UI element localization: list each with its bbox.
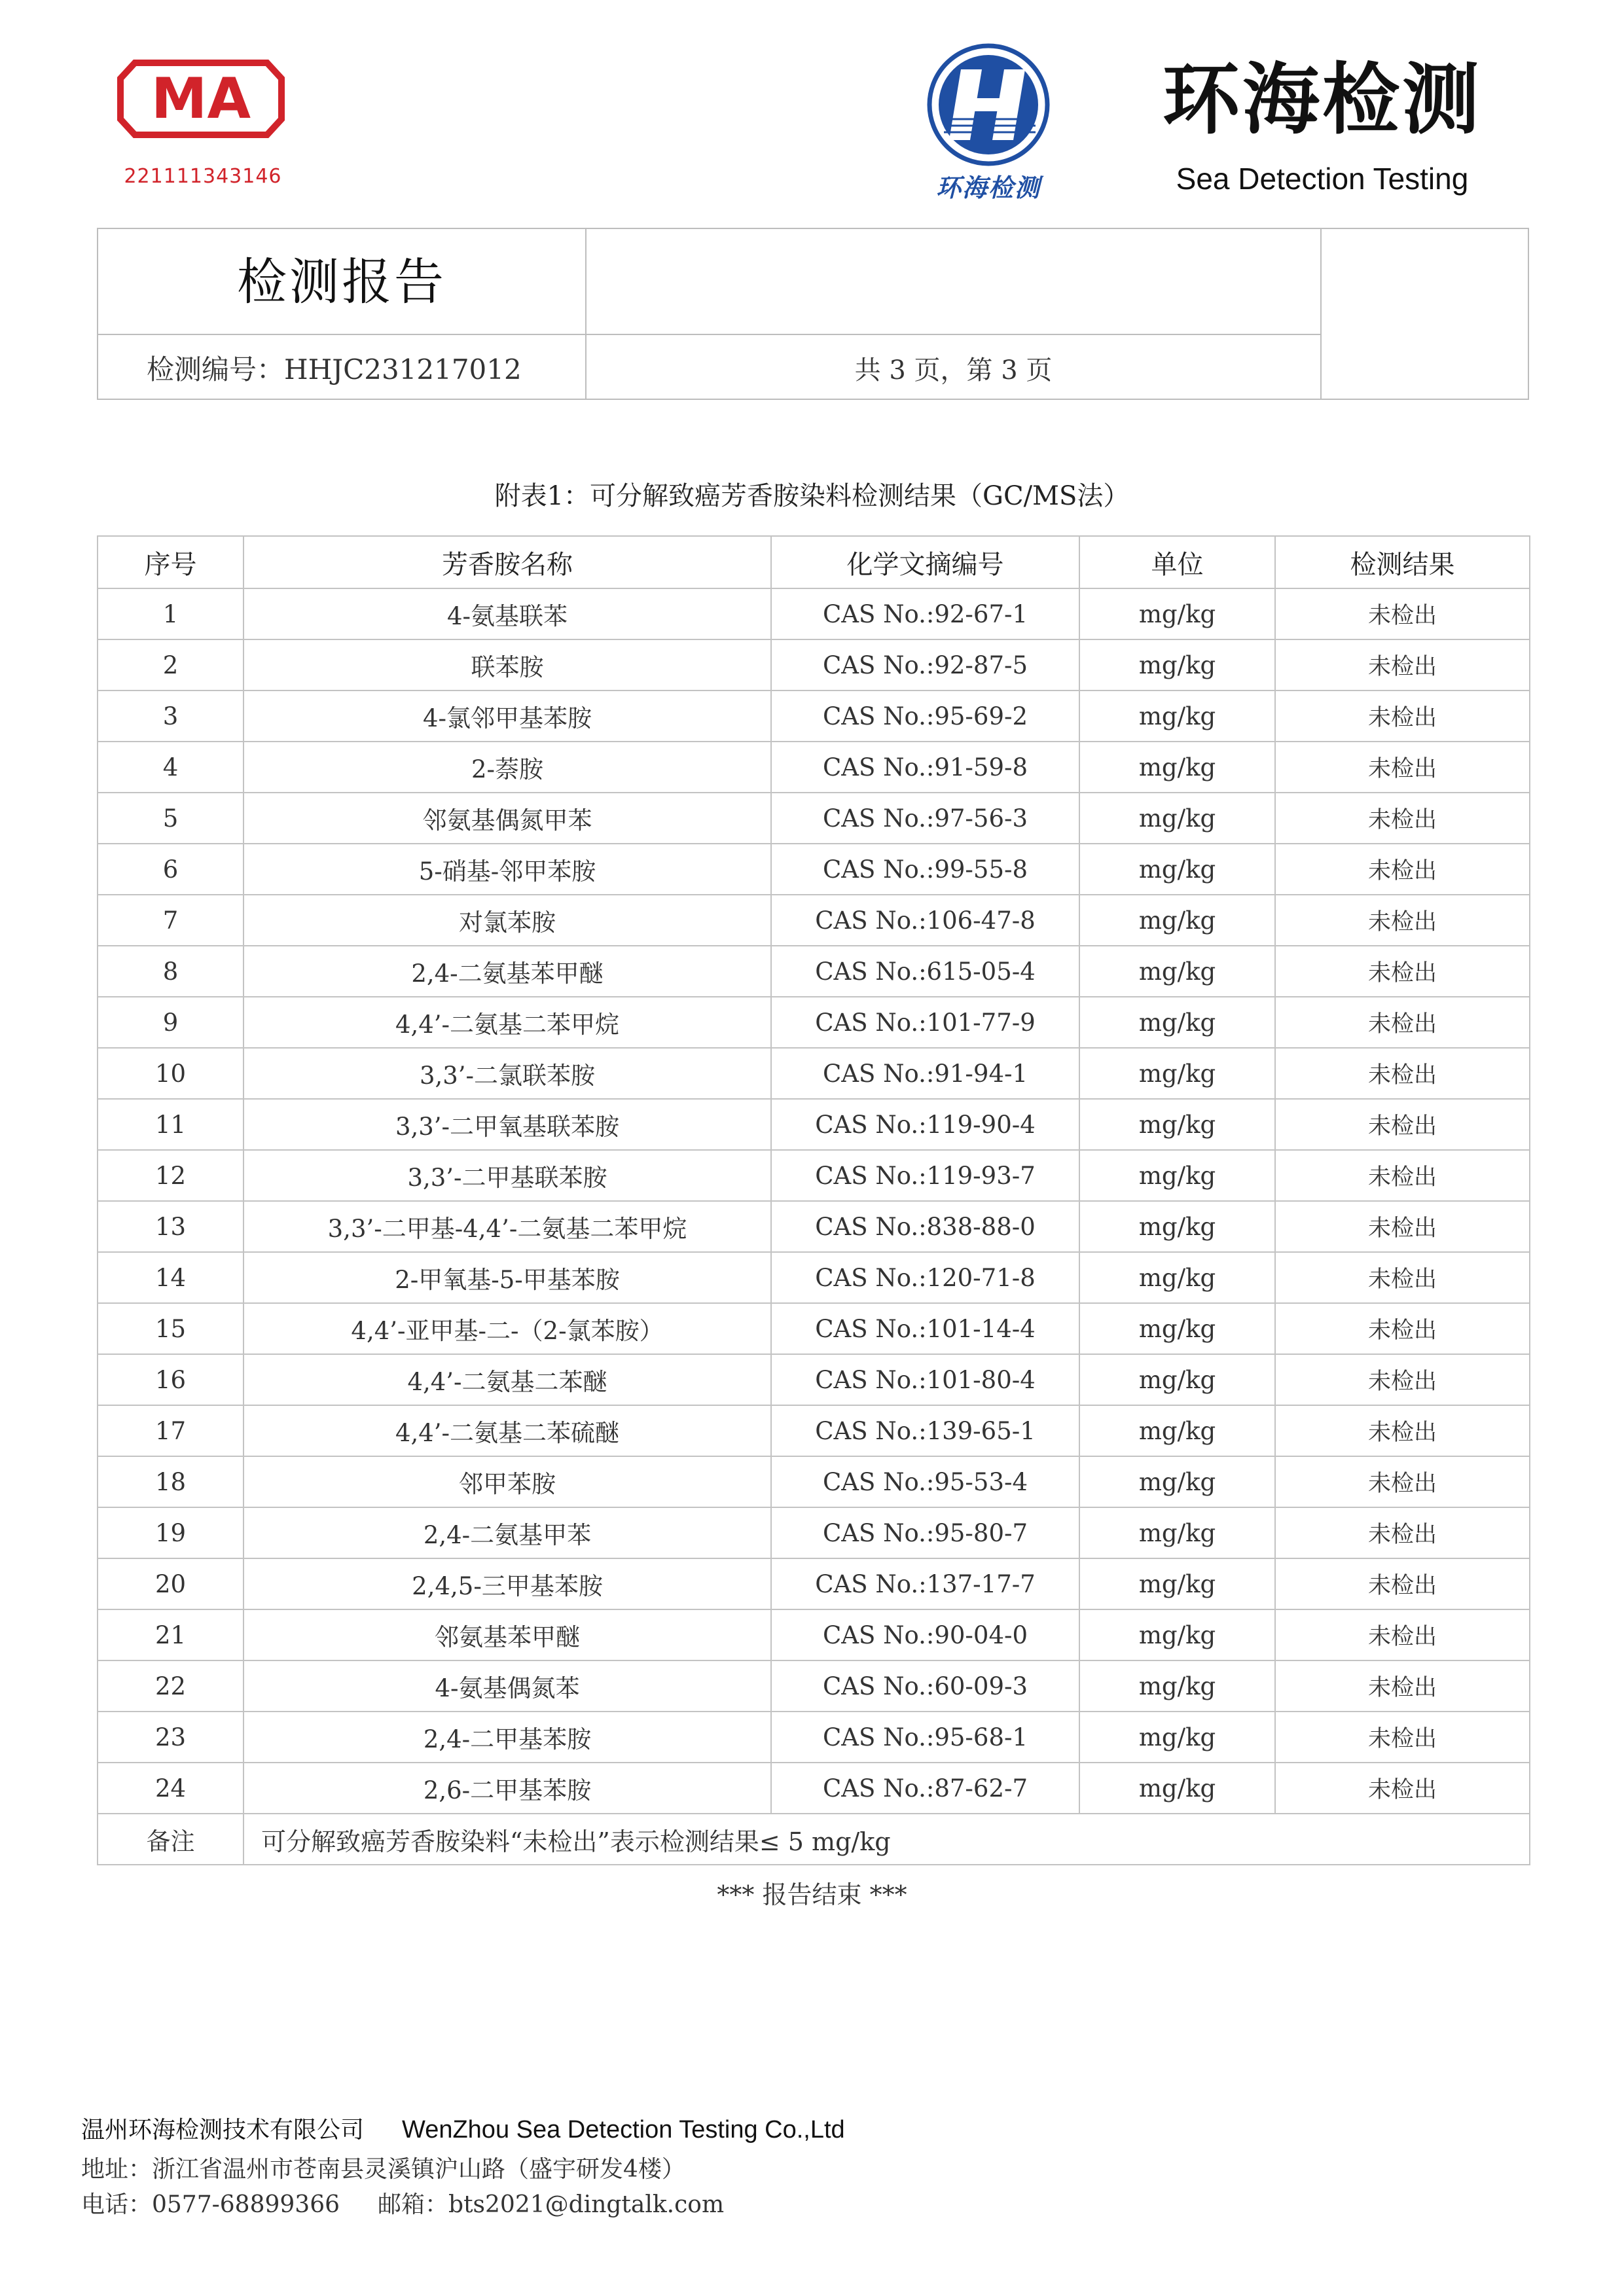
cas-number: CAS No.:95-53-4 bbox=[771, 1456, 1079, 1507]
unit: mg/kg bbox=[1079, 742, 1275, 793]
note-label: 备注 bbox=[98, 1814, 244, 1865]
table-row bbox=[98, 793, 1530, 844]
footer-contact bbox=[81, 2186, 724, 2219]
cma-logo bbox=[115, 58, 287, 140]
amine-name: 邻氨基苯甲醚 bbox=[244, 1609, 771, 1660]
row-number: 19 bbox=[98, 1507, 244, 1558]
page-info: 共 3 页，第 3 页 bbox=[854, 355, 1053, 386]
cas-number: CAS No.:615-05-4 bbox=[771, 946, 1079, 997]
table-row bbox=[98, 1099, 1530, 1150]
row-number: 24 bbox=[98, 1763, 244, 1814]
cas-number: CAS No.:101-80-4 bbox=[771, 1354, 1079, 1405]
footer-phone: 电话：0577-68899366 bbox=[81, 2191, 340, 2218]
unit: mg/kg bbox=[1079, 1507, 1275, 1558]
amine-name: 2,6-二甲基苯胺 bbox=[244, 1763, 771, 1814]
test-result: 未检出 bbox=[1275, 742, 1530, 793]
test-result: 未检出 bbox=[1275, 1609, 1530, 1660]
unit: mg/kg bbox=[1079, 691, 1275, 742]
test-result: 未检出 bbox=[1275, 1303, 1530, 1354]
divider bbox=[98, 334, 1320, 335]
row-number: 17 bbox=[98, 1405, 244, 1456]
test-result: 未检出 bbox=[1275, 1405, 1530, 1456]
unit: mg/kg bbox=[1079, 1048, 1275, 1099]
row-number: 22 bbox=[98, 1660, 244, 1712]
test-result: 未检出 bbox=[1275, 1763, 1530, 1814]
cas-number: CAS No.:91-59-8 bbox=[771, 742, 1079, 793]
row-number: 21 bbox=[98, 1609, 244, 1660]
cas-number: CAS No.:60-09-3 bbox=[771, 1660, 1079, 1712]
footer-address: 地址：浙江省温州市苍南县灵溪镇沪山路（盛宇研发4楼） bbox=[81, 2156, 685, 2183]
unit: mg/kg bbox=[1079, 844, 1275, 895]
row-number: 3 bbox=[98, 691, 244, 742]
table-row bbox=[98, 691, 1530, 742]
cas-number: CAS No.:99-55-8 bbox=[771, 844, 1079, 895]
unit: mg/kg bbox=[1079, 1150, 1275, 1201]
unit: mg/kg bbox=[1079, 1252, 1275, 1303]
unit: mg/kg bbox=[1079, 895, 1275, 946]
amine-name: 2,4-二甲基苯胺 bbox=[244, 1712, 771, 1763]
report-info-box bbox=[97, 228, 1529, 400]
amine-name: 5-硝基-邻甲苯胺 bbox=[244, 844, 771, 895]
cma-logo-text: MA bbox=[151, 66, 251, 132]
unit: mg/kg bbox=[1079, 1712, 1275, 1763]
amine-name: 4,4’-亚甲基-二-（2-氯苯胺） bbox=[244, 1303, 771, 1354]
amine-name: 2,4-二氨基苯甲醚 bbox=[244, 946, 771, 997]
test-result: 未检出 bbox=[1275, 1150, 1530, 1201]
amine-name: 4,4’-二氨基二苯醚 bbox=[244, 1354, 771, 1405]
cas-number: CAS No.:95-80-7 bbox=[771, 1507, 1079, 1558]
test-result: 未检出 bbox=[1275, 844, 1530, 895]
amine-name: 3,3’-二甲氧基联苯胺 bbox=[244, 1099, 771, 1150]
amine-name: 邻氨基偶氮甲苯 bbox=[244, 793, 771, 844]
row-number: 6 bbox=[98, 844, 244, 895]
test-result: 未检出 bbox=[1275, 1712, 1530, 1763]
row-number: 12 bbox=[98, 1150, 244, 1201]
row-number: 5 bbox=[98, 793, 244, 844]
row-number: 15 bbox=[98, 1303, 244, 1354]
row-number: 23 bbox=[98, 1712, 244, 1763]
report-title: 检测报告 bbox=[237, 253, 446, 311]
brand-name-en: Sea Detection Testing bbox=[1176, 162, 1469, 196]
test-result: 未检出 bbox=[1275, 1354, 1530, 1405]
cas-number: CAS No.:838-88-0 bbox=[771, 1201, 1079, 1252]
company-name-en: WenZhou Sea Detection Testing Co.,Ltd bbox=[402, 2116, 845, 2144]
column-header: 检测结果 bbox=[1275, 536, 1530, 588]
table-title: 附表1：可分解致癌芳香胺染料检测结果（GC/MS法） bbox=[494, 481, 1130, 511]
cas-number: CAS No.:119-93-7 bbox=[771, 1150, 1079, 1201]
amine-name: 4-氨基联苯 bbox=[244, 588, 771, 639]
test-result: 未检出 bbox=[1275, 895, 1530, 946]
table-row bbox=[98, 639, 1530, 691]
unit: mg/kg bbox=[1079, 1763, 1275, 1814]
cas-number: CAS No.:92-87-5 bbox=[771, 639, 1079, 691]
amine-name: 3,3’-二甲基-4,4’-二氨基二苯甲烷 bbox=[244, 1201, 771, 1252]
cas-number: CAS No.:95-68-1 bbox=[771, 1712, 1079, 1763]
report-end-marker: *** 报告结束 *** bbox=[717, 1880, 907, 1909]
unit: mg/kg bbox=[1079, 1456, 1275, 1507]
row-number: 2 bbox=[98, 639, 244, 691]
table-header-row bbox=[98, 536, 1530, 588]
company-logo-subtitle: 环海检测 bbox=[935, 173, 1041, 202]
cas-number: CAS No.:119-90-4 bbox=[771, 1099, 1079, 1150]
unit: mg/kg bbox=[1079, 1660, 1275, 1712]
unit: mg/kg bbox=[1079, 1558, 1275, 1609]
brand-name-cn: 环海检测 bbox=[1162, 54, 1482, 145]
unit: mg/kg bbox=[1079, 1609, 1275, 1660]
table-row bbox=[98, 1507, 1530, 1558]
cas-number: CAS No.:120-71-8 bbox=[771, 1252, 1079, 1303]
row-number: 9 bbox=[98, 997, 244, 1048]
company-name-cn: 温州环海检测技术有限公司 bbox=[81, 2117, 365, 2144]
amine-name: 对氯苯胺 bbox=[244, 895, 771, 946]
divider bbox=[1320, 229, 1322, 399]
cas-number: CAS No.:91-94-1 bbox=[771, 1048, 1079, 1099]
table-row bbox=[98, 588, 1530, 639]
table-row bbox=[98, 742, 1530, 793]
test-result: 未检出 bbox=[1275, 1558, 1530, 1609]
row-number: 10 bbox=[98, 1048, 244, 1099]
unit: mg/kg bbox=[1079, 588, 1275, 639]
report-number: 检测编号：HHJC231217012 bbox=[147, 353, 522, 386]
column-header: 化学文摘编号 bbox=[771, 536, 1079, 588]
amine-name: 3,3’-二氯联苯胺 bbox=[244, 1048, 771, 1099]
table-row bbox=[98, 946, 1530, 997]
column-header: 序号 bbox=[98, 536, 244, 588]
unit: mg/kg bbox=[1079, 1405, 1275, 1456]
column-header: 单位 bbox=[1079, 536, 1275, 588]
unit: mg/kg bbox=[1079, 946, 1275, 997]
unit: mg/kg bbox=[1079, 1201, 1275, 1252]
table-row bbox=[98, 1660, 1530, 1712]
column-header: 芳香胺名称 bbox=[244, 536, 771, 588]
row-number: 16 bbox=[98, 1354, 244, 1405]
cas-number: CAS No.:95-69-2 bbox=[771, 691, 1079, 742]
table-row bbox=[98, 1405, 1530, 1456]
test-result: 未检出 bbox=[1275, 1252, 1530, 1303]
row-number: 18 bbox=[98, 1456, 244, 1507]
cas-number: CAS No.:97-56-3 bbox=[771, 793, 1079, 844]
row-number: 14 bbox=[98, 1252, 244, 1303]
cas-number: CAS No.:101-14-4 bbox=[771, 1303, 1079, 1354]
unit: mg/kg bbox=[1079, 1303, 1275, 1354]
test-result: 未检出 bbox=[1275, 1456, 1530, 1507]
test-result: 未检出 bbox=[1275, 1660, 1530, 1712]
table-row bbox=[98, 1609, 1530, 1660]
footer-email: 邮箱：bts2021@dingtalk.com bbox=[378, 2191, 725, 2218]
test-result: 未检出 bbox=[1275, 1201, 1530, 1252]
test-result: 未检出 bbox=[1275, 588, 1530, 639]
unit: mg/kg bbox=[1079, 793, 1275, 844]
row-number: 4 bbox=[98, 742, 244, 793]
amine-name: 2,4-二氨基甲苯 bbox=[244, 1507, 771, 1558]
cas-number: CAS No.:106-47-8 bbox=[771, 895, 1079, 946]
test-result: 未检出 bbox=[1275, 639, 1530, 691]
table-row bbox=[98, 1456, 1530, 1507]
amine-name: 4-氨基偶氮苯 bbox=[244, 1660, 771, 1712]
table-row bbox=[98, 1303, 1530, 1354]
cas-number: CAS No.:101-77-9 bbox=[771, 997, 1079, 1048]
company-logo bbox=[924, 41, 1053, 169]
test-result: 未检出 bbox=[1275, 946, 1530, 997]
unit: mg/kg bbox=[1079, 639, 1275, 691]
results-table bbox=[97, 535, 1530, 1865]
amine-name: 2-甲氧基-5-甲基苯胺 bbox=[244, 1252, 771, 1303]
table-row bbox=[98, 1150, 1530, 1201]
unit: mg/kg bbox=[1079, 1354, 1275, 1405]
amine-name: 联苯胺 bbox=[244, 639, 771, 691]
table-row bbox=[98, 895, 1530, 946]
test-result: 未检出 bbox=[1275, 1507, 1530, 1558]
test-result: 未检出 bbox=[1275, 997, 1530, 1048]
test-result: 未检出 bbox=[1275, 691, 1530, 742]
cas-number: CAS No.:92-67-1 bbox=[771, 588, 1079, 639]
table-row bbox=[98, 1763, 1530, 1814]
amine-name: 2,4,5-三甲基苯胺 bbox=[244, 1558, 771, 1609]
row-number: 13 bbox=[98, 1201, 244, 1252]
table-row bbox=[98, 844, 1530, 895]
amine-name: 4-氯邻甲基苯胺 bbox=[244, 691, 771, 742]
cas-number: CAS No.:87-62-7 bbox=[771, 1763, 1079, 1814]
amine-name: 4,4’-二氨基二苯硫醚 bbox=[244, 1405, 771, 1456]
amine-name: 2-萘胺 bbox=[244, 742, 771, 793]
row-number: 20 bbox=[98, 1558, 244, 1609]
unit: mg/kg bbox=[1079, 997, 1275, 1048]
amine-name: 4,4’-二氨基二苯甲烷 bbox=[244, 997, 771, 1048]
table-row bbox=[98, 1201, 1530, 1252]
test-result: 未检出 bbox=[1275, 793, 1530, 844]
cma-number: 221111343146 bbox=[124, 165, 282, 188]
table-row bbox=[98, 1558, 1530, 1609]
row-number: 11 bbox=[98, 1099, 244, 1150]
row-number: 1 bbox=[98, 588, 244, 639]
note-row bbox=[98, 1814, 1530, 1865]
table-row bbox=[98, 1252, 1530, 1303]
cas-number: CAS No.:90-04-0 bbox=[771, 1609, 1079, 1660]
table-row bbox=[98, 1354, 1530, 1405]
note-text: 可分解致癌芳香胺染料“未检出”表示检测结果≤ 5 mg/kg bbox=[244, 1814, 1530, 1865]
row-number: 7 bbox=[98, 895, 244, 946]
cas-number: CAS No.:137-17-7 bbox=[771, 1558, 1079, 1609]
row-number: 8 bbox=[98, 946, 244, 997]
footer-company bbox=[81, 2111, 845, 2145]
amine-name: 邻甲苯胺 bbox=[244, 1456, 771, 1507]
cas-number: CAS No.:139-65-1 bbox=[771, 1405, 1079, 1456]
test-result: 未检出 bbox=[1275, 1048, 1530, 1099]
amine-name: 3,3’-二甲基联苯胺 bbox=[244, 1150, 771, 1201]
table-row bbox=[98, 997, 1530, 1048]
table-row bbox=[98, 1048, 1530, 1099]
test-result: 未检出 bbox=[1275, 1099, 1530, 1150]
unit: mg/kg bbox=[1079, 1099, 1275, 1150]
table-row bbox=[98, 1712, 1530, 1763]
